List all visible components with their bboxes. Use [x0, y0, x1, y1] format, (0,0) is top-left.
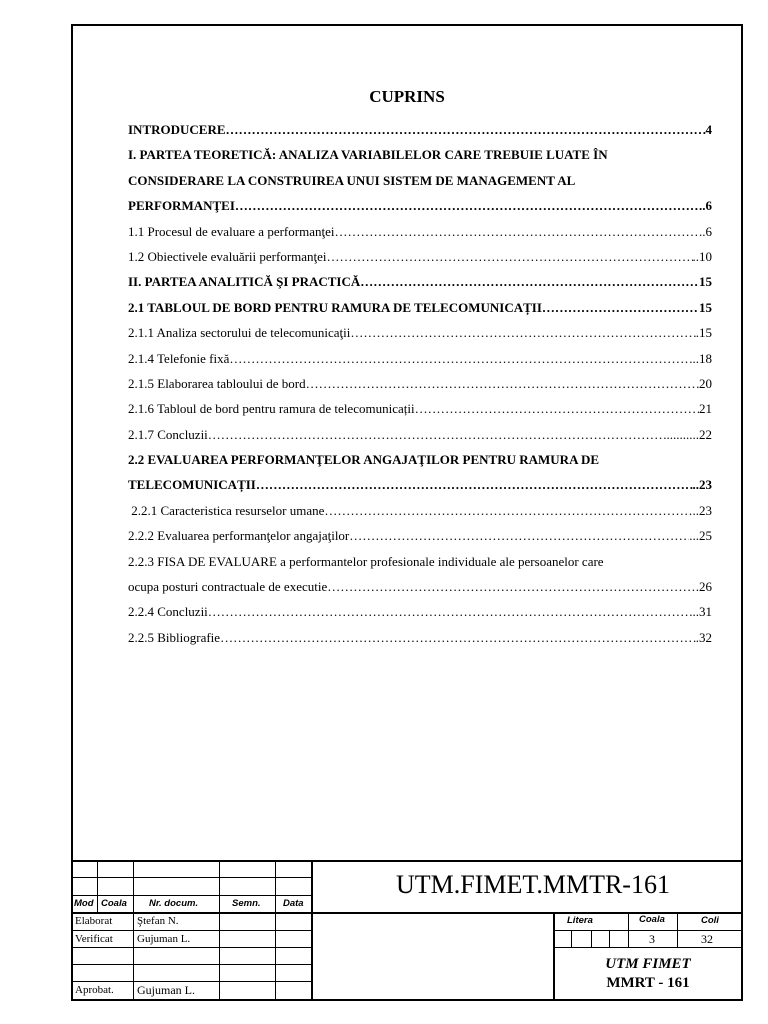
divider — [275, 860, 276, 1001]
header-data: Data — [283, 898, 304, 909]
header-nr-docum: Nr. docum. — [149, 898, 199, 909]
toc-entry: 2.1.4 Telefonie fixă …………………………………………………………………………………………………………………………………………………… ...18 — [128, 346, 712, 371]
toc-entry: 2.1.6 Tabloul de bord pentru ramura de telecomunicații …………………………………………………………………………………………………………………………………………………… 21 — [128, 396, 712, 421]
divider — [133, 860, 134, 1001]
divider — [571, 930, 572, 947]
toc-entry: 1.2 Obiectivele evaluării performanţei …………………………………………………………………………………………………………………………………………………… ..10 — [128, 244, 712, 269]
toc-entry: CONSIDERARE LA CONSTRUIREA UNUI SISTEM DE MANAGEMENT AL — [128, 172, 576, 188]
role-name: Ştefan N. — [137, 915, 179, 927]
coala-label: Coala — [639, 914, 665, 925]
toc-entry: 2.2.5 Bibliografie …………………………………………………………………………………………………………………………………………………… .32 — [128, 625, 712, 650]
toc-entry: 2.1 TABLOUL DE BORD PENTRU RAMURA DE TELECOMUNICAȚII …………………………………………………………………………………………………………………………………………………… 15 — [128, 295, 712, 320]
divider — [97, 860, 98, 912]
toc-entry: 2.2.3 FISA DE EVALUARE a performantelor profesionale individuale ale persoanelor care — [128, 553, 604, 569]
toc-entry: 2.2.4 Concluzii …………………………………………………………………………………………………………………………………………………… ..31 — [128, 599, 712, 624]
role-name: Gujuman L. — [137, 983, 195, 997]
litera-label: Litera — [567, 915, 593, 926]
divider — [219, 860, 220, 1001]
divider — [553, 947, 743, 948]
header-mod: Mod — [74, 898, 94, 909]
toc-entry: 2.2.1 Caracteristica resurselor umane …………………………………………………………………………………………………………………………………………………… ..23 — [128, 498, 712, 523]
title-block — [71, 860, 743, 1001]
toc-entry: I. PARTEA TEORETICĂ: ANALIZA VARIABILELOR CARE TREBUIE LUATE ÎN — [128, 147, 608, 163]
toc-entry: TELECOMUNICAȚII …………………………………………………………………………………………………………………………………………………… ..23 — [128, 472, 712, 497]
role-label: Aprobat. — [75, 984, 114, 996]
group-code: MMRT - 161 — [606, 975, 690, 991]
divider — [609, 930, 610, 947]
toc-entry: PERFORMANŢEI …………………………………………………………………………………………………………………………………………………… ..6 — [128, 193, 712, 218]
header-semn: Semn. — [232, 898, 261, 909]
coala-value: 3 — [649, 932, 655, 946]
divider — [677, 912, 678, 947]
toc-entry: 2.1.1 Analiza sectorului de telecomunicaţii …………………………………………………………………………………………………………………………………………………… .15 — [128, 320, 712, 345]
divider — [71, 860, 72, 1001]
divider — [553, 930, 743, 931]
page-title: CUPRINS — [369, 87, 445, 106]
divider — [71, 860, 743, 862]
divider — [311, 860, 313, 1001]
toc-entry: 2.1.5 Elaborarea tabloului de bord …………………………………………………………………………………………………………………………………………………… 20 — [128, 371, 712, 396]
toc-entry: 2.2 EVALUAREA PERFORMANŢELOR ANGAJAŢILOR PENTRU RAMURA DE — [128, 452, 600, 468]
organization: UTM FIMET — [605, 956, 691, 972]
toc-entry: 1.1 Procesul de evaluare a performanţei …………………………………………………………………………………………………………………………………………………… .6 — [128, 219, 712, 244]
coli-value: 32 — [701, 932, 713, 946]
divider — [628, 912, 629, 947]
divider — [591, 930, 592, 947]
toc-entry: ocupa posturi contractuale de executie …………………………………………………………………………………………………………………………………………………… .26 — [128, 574, 712, 599]
toc-entry: 2.2.2 Evaluarea performanţelor angajaţilor …………………………………………………………………………………………………………………………………………………… ...25 — [128, 523, 712, 548]
role-label: Verificat — [75, 933, 113, 945]
toc-entry: INTRODUCERE …………………………………………………………………………………………………………………………………………………… 4 — [128, 117, 712, 142]
coli-label: Coli — [701, 915, 719, 926]
toc-entry: II. PARTEA ANALITICĂ ŞI PRACTICĂ …………………………………………………………………………………………………………………………………………………… 15 — [128, 269, 712, 294]
header-coala: Coala — [101, 898, 127, 909]
role-label: Elaborat — [75, 915, 113, 927]
document-code: UTM.FIMET.MMTR-161 — [396, 870, 670, 899]
table-of-contents — [128, 117, 712, 650]
toc-entry: 2.1.7 Concluzii …………………………………………………………………………………………………………………………………………………… ...........22 — [128, 422, 712, 447]
role-name: Gujuman L. — [137, 933, 191, 945]
